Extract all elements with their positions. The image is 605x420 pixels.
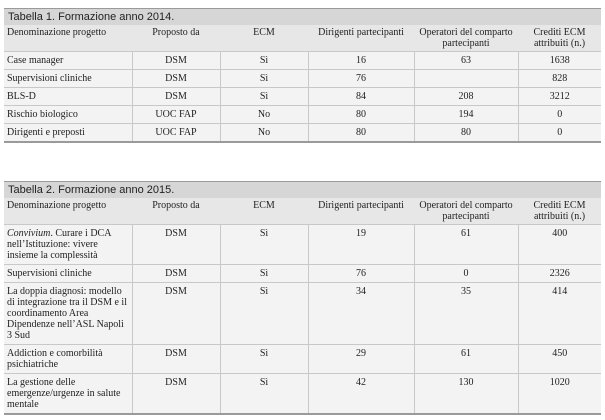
table-2014	[4, 8, 601, 143]
header-dirigenti: Dirigenti partecipanti	[318, 27, 404, 38]
cell-crediti: 1020	[518, 374, 601, 415]
cell-project: Addiction e comorbilità psichiatriche	[4, 345, 132, 374]
cell-crediti: 400	[518, 225, 601, 265]
cell-project: BLS-D	[4, 88, 132, 106]
data-table	[4, 198, 601, 415]
cell-ecm: Sì	[220, 52, 308, 70]
cell-crediti: 3212	[518, 88, 601, 106]
cell-project: Rischio biologico	[4, 106, 132, 124]
cell-proposed-by: UOC FAP	[132, 106, 220, 124]
cell-operatori: 194	[414, 106, 518, 124]
cell-ecm: Sì	[220, 265, 308, 283]
header-proposed-by: Proposto da	[152, 27, 200, 38]
cell-project: Supervisioni cliniche	[4, 70, 132, 88]
cell-dirigenti: 16	[308, 52, 414, 70]
cell-project	[4, 225, 132, 265]
table-row	[4, 52, 601, 70]
table-row	[4, 106, 601, 124]
cell-proposed-by: DSM	[132, 70, 220, 88]
header-project: Denominazione progetto	[7, 200, 107, 211]
cell-dirigenti: 29	[308, 345, 414, 374]
cell-proposed-by: DSM	[132, 225, 220, 265]
cell-dirigenti: 80	[308, 124, 414, 143]
header-row	[4, 198, 601, 225]
cell-ecm: Sì	[220, 283, 308, 345]
header-operatori: Operatori del comparto partecipanti	[419, 27, 513, 49]
cell-operatori: 63	[414, 52, 518, 70]
header-project: Denominazione progetto	[7, 27, 107, 38]
table-row	[4, 374, 601, 415]
cell-dirigenti: 76	[308, 70, 414, 88]
header-row	[4, 25, 601, 52]
cell-crediti: 450	[518, 345, 601, 374]
cell-proposed-by: DSM	[132, 88, 220, 106]
cell-operatori: 35	[414, 283, 518, 345]
header-crediti: Crediti ECM attribuiti (n.)	[533, 27, 586, 49]
cell-proposed-by: DSM	[132, 374, 220, 415]
header-dirigenti: Dirigenti partecipanti	[318, 200, 404, 211]
cell-project: Supervisioni cliniche	[4, 265, 132, 283]
cell-project: La doppia diagnosi: modello di integrazione tra il DSM e il coordinamento Area Dipendenze nell’ASL Napoli 3 Sud	[4, 283, 132, 345]
cell-dirigenti: 42	[308, 374, 414, 415]
cell-ecm: No	[220, 106, 308, 124]
table-row	[4, 124, 601, 143]
cell-dirigenti: 80	[308, 106, 414, 124]
cell-dirigenti: 34	[308, 283, 414, 345]
cell-ecm: Sì	[220, 70, 308, 88]
cell-ecm: Sì	[220, 345, 308, 374]
data-table	[4, 25, 601, 143]
cell-proposed-by: DSM	[132, 345, 220, 374]
cell-ecm: No	[220, 124, 308, 143]
table-2015	[4, 181, 601, 415]
cell-operatori: 80	[414, 124, 518, 143]
cell-crediti: 0	[518, 124, 601, 143]
cell-proposed-by: UOC FAP	[132, 124, 220, 143]
header-operatori: Operatori del comparto partecipanti	[419, 200, 513, 222]
cell-operatori: 208	[414, 88, 518, 106]
cell-operatori	[414, 70, 518, 88]
cell-proposed-by: DSM	[132, 52, 220, 70]
table-row	[4, 345, 601, 374]
title-rest: . Curare i DCA nell’Istituzione: vivere insieme la complessità	[7, 228, 111, 261]
cell-project: Case manager	[4, 52, 132, 70]
cell-crediti: 414	[518, 283, 601, 345]
cell-project: Dirigenti e preposti	[4, 124, 132, 143]
cell-crediti: 0	[518, 106, 601, 124]
cell-crediti: 2326	[518, 265, 601, 283]
cell-dirigenti: 84	[308, 88, 414, 106]
header-crediti: Crediti ECM attribuiti (n.)	[533, 200, 586, 222]
cell-operatori: 130	[414, 374, 518, 415]
table-caption: Tabella 1. Formazione anno 2014.	[4, 8, 601, 25]
header-proposed-by: Proposto da	[152, 200, 200, 211]
cell-operatori: 61	[414, 345, 518, 374]
cell-dirigenti: 76	[308, 265, 414, 283]
header-ecm: ECM	[253, 27, 275, 38]
cell-operatori: 0	[414, 265, 518, 283]
table-row	[4, 225, 601, 265]
italic-title: Convivium	[7, 228, 51, 239]
cell-ecm: Sì	[220, 88, 308, 106]
cell-proposed-by: DSM	[132, 283, 220, 345]
header-ecm: ECM	[253, 200, 275, 211]
cell-crediti: 828	[518, 70, 601, 88]
cell-crediti: 1638	[518, 52, 601, 70]
cell-proposed-by: DSM	[132, 265, 220, 283]
cell-project: La gestione delle emergenze/urgenze in salute mentale	[4, 374, 132, 415]
table-row	[4, 283, 601, 345]
table-row	[4, 88, 601, 106]
table-row	[4, 265, 601, 283]
table-row	[4, 70, 601, 88]
cell-operatori: 61	[414, 225, 518, 265]
cell-dirigenti: 19	[308, 225, 414, 265]
cell-ecm: Sì	[220, 225, 308, 265]
cell-ecm: Sì	[220, 374, 308, 415]
table-caption: Tabella 2. Formazione anno 2015.	[4, 181, 601, 198]
